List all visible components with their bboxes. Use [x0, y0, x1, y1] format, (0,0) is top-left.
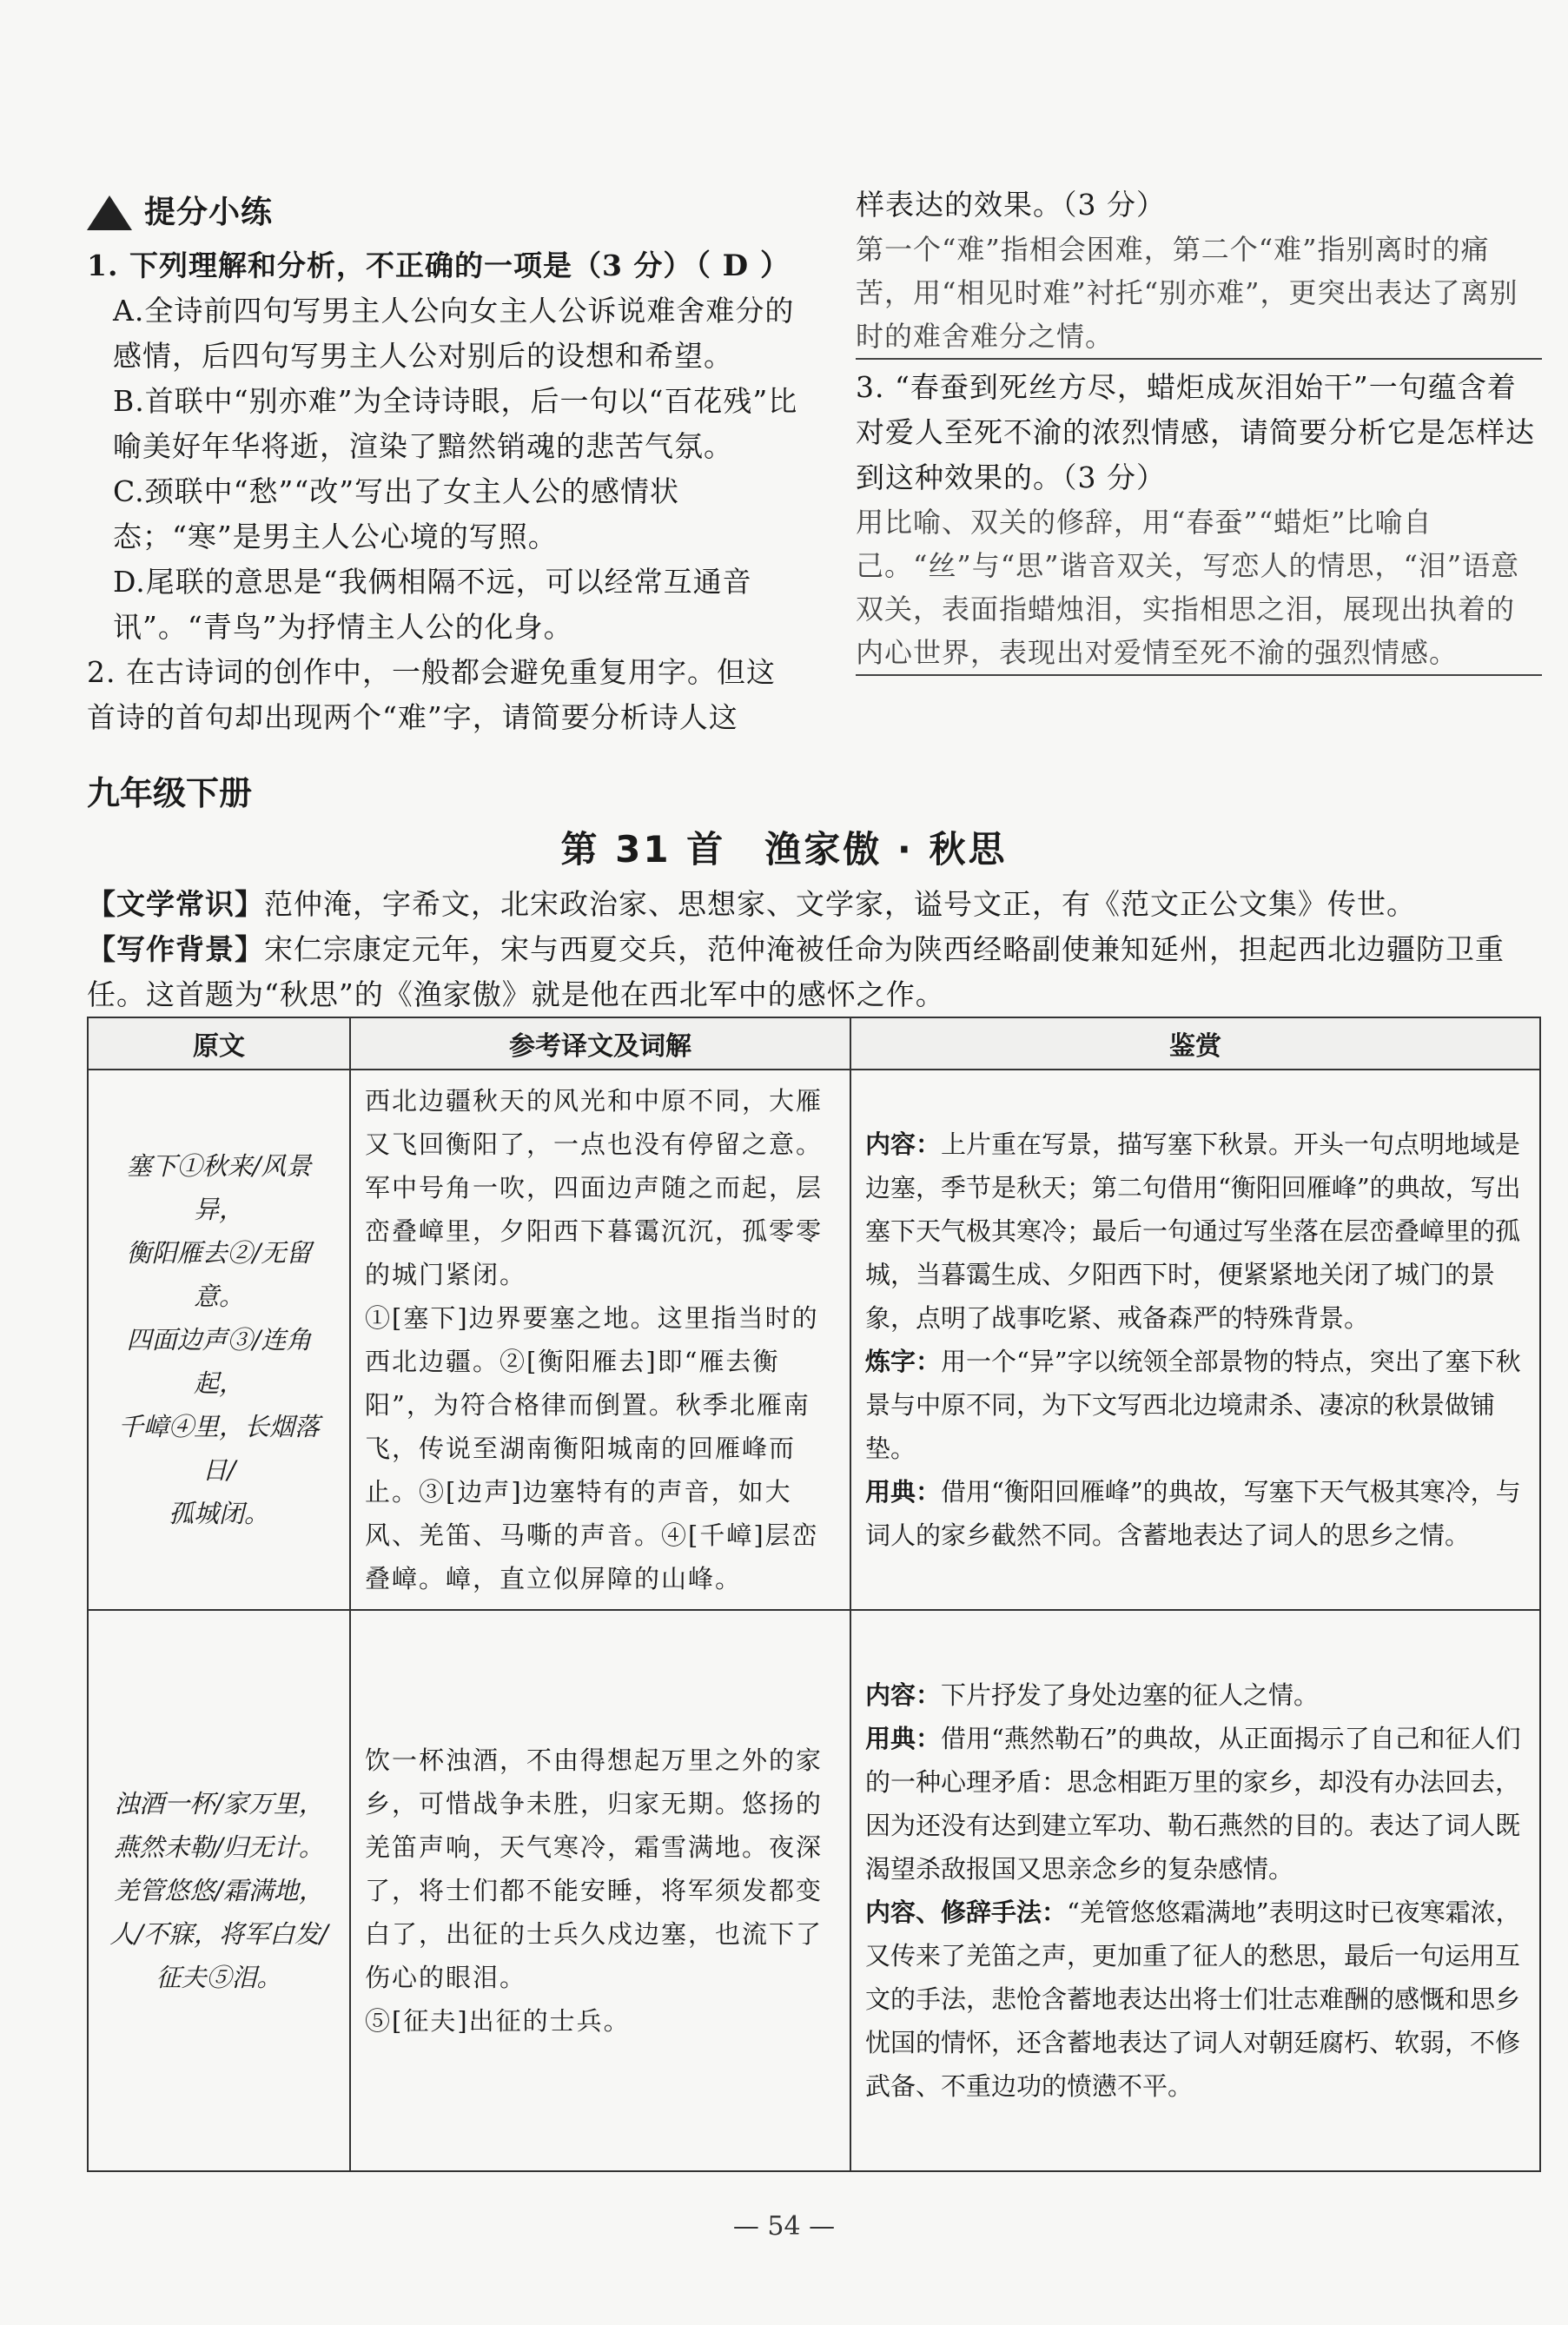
poem-intro	[87, 882, 1546, 1017]
practice-heading-text: 提分小练	[144, 195, 274, 230]
option-d: D.尾联的意思是“我俩相隔不远，可以经常互通音讯”。“青鸟”为抒情主人公的化身。	[113, 565, 752, 644]
poem-table	[87, 1017, 1541, 2172]
row2-notes: ⑤[征夫]出征的士兵。	[365, 2006, 631, 2036]
row1-translation: 西北边疆秋天的风光和中原不同，大雁又飞回衡阳了，一点也没有停留之意。军中号角一吹，四面边声随之而起，层峦叠嶂里，夕阳西下暮霭沉沉，孤零零的城门紧闭。 ①[塞下]边界要塞之地。这里指当时的西北边疆。②[衡阳雁去]即“雁去衡阳”，为符合格律而倒置。秋季北雁南飞，传说至湖南衡阳城南的回雁峰而止。③[边声]边塞特有的声音，如大风、羌笛、马嘶的声音。④[千嶂]层峦叠嶂。嶂，直立似屏障的山峰。	[350, 1070, 850, 1610]
writing-background: 【写作背景】宋仁宗康定元年，宋与西夏交兵，范仲淹被任命为陕西经略副使兼知延州，担起西北边疆防卫重任。这首题为“秋思”的《渔家傲》就是他在西北军中的感怀之作。	[87, 932, 1505, 1011]
question-1-answer: （ D ）	[680, 248, 791, 283]
poem-title: 第 31 首 渔家傲 · 秋思	[560, 828, 1008, 871]
header-original: 原文	[88, 1017, 350, 1070]
header-translation: 参考译文及词解	[350, 1017, 850, 1070]
practice-right-column	[856, 182, 1542, 676]
literary-knowledge: 【文学常识】范仲淹，字希文，北宋政治家、思想家、文学家，谥号文正，有《范文正公文集》传世。	[87, 887, 1416, 921]
row1-notes: ①[塞下]边界要塞之地。这里指当时的西北边疆。②[衡阳雁去]即“雁去衡阳”，为符合格律而倒置。秋季北雁南飞，传说至湖南衡阳城南的回雁峰而止。③[边声]边塞特有的声音，如大风、羌笛、马嘶的声音。④[千嶂]层峦叠嶂。嶂，直立似屏障的山峰。	[365, 1303, 819, 1593]
practice-left-column	[87, 182, 799, 740]
row1-original: 塞下①秋来/风景异， 衡阳雁去②/无留意。 四面边声③/连角起， 千嶂④里，长烟落日/ 孤城闭。	[88, 1070, 350, 1610]
option-c: C.颈联中“愁”“改”写出了女主人公的感情状态；“寒”是男主人公心境的写照。	[113, 474, 680, 553]
question-3-stem: 3. “春蚕到死丝方尽，蜡炬成灰泪始干”一句蕴含着对爱人至死不渝的浓烈情感，请简要分析它是怎样达到这种效果的。（3 分）	[856, 370, 1535, 494]
page-number: — 54 —	[732, 2211, 836, 2242]
option-a: A.全诗前四句写男主人公向女主人公诉说难舍难分的感情，后四句写男主人公对别后的设想和希望。	[113, 294, 795, 373]
row1-appreciation: 内容：上片重在写景，描写塞下秋景。开头一句点明地域是边塞，季节是秋天；第二句借用“衡阳回雁峰”的典故，写出塞下天气极其寒冷；最后一句通过写坐落在层峦叠嶂里的孤城，当暮霭生成、夕阳西下时，便紧紧地关闭了城门的景象，点明了战事吃紧、戒备森严的特殊背景。 炼字：用一个“异”字以统领全部景物的特点，突出了塞下秋景与中原不同，为下文写西北边境肃杀、凄凉的秋景做铺垫。 用典：借用“衡阳回雁峰”的典故，写塞下天气极其寒冷，与词人的家乡截然不同。含蓄地表达了词人的思乡之情。	[850, 1070, 1540, 1610]
grade-title: 九年级下册	[87, 774, 253, 812]
option-b: B.首联中“别亦难”为全诗诗眼，后一句以“百花残”比喻美好年华将逝，渲染了黯然销魂的悲苦气氛。	[113, 384, 798, 463]
question-2-stem-continued: 样表达的效果。（3 分）	[856, 188, 1166, 222]
question-1-stem: 1. 下列理解和分析，不正确的一项是（3 分）	[87, 248, 693, 282]
question-2-answer: 第一个“难”指相会困难，第二个“难”指别离时的痛苦，用“相见时难”衬托“别亦难”，更突出表达了离别时的难舍难分之情。	[856, 228, 1542, 360]
header-appreciation: 鉴赏	[850, 1017, 1540, 1070]
table-row	[88, 1610, 1540, 2171]
practice-heading	[87, 182, 799, 243]
row2-appreciation: 内容：下片抒发了身处边塞的征人之情。 用典：借用“燕然勒石”的典故，从正面揭示了自己和征人们的一种心理矛盾：思念相距万里的家乡，却没有办法回去，因为还没有达到建立军功、勒石燕然的目的。表达了词人既渴望杀敌报国又思亲念乡的复杂感情。 内容、修辞手法：“羌管悠悠霜满地”表明这时已夜寒霜浓，又传来了羌笛之声，更加重了征人的愁思，最后一句运用互文的手法，悲怆含蓄地表达出将士们壮志难酬的感慨和思乡忧国的情怀，还含蓄地表达了词人对朝廷腐朽、软弱，不修武备、不重边功的愤懑不平。	[850, 1610, 1540, 2171]
table-header-row	[88, 1017, 1540, 1070]
row2-translation: 饮一杯浊酒，不由得想起万里之外的家乡，可惜战争未胜，归家无期。悠扬的羌笛声响，天气寒冷，霜雪满地。夜深了，将士们都不能安睡，将军须发都变白了，出征的士兵久戍边塞，也流下了伤心的眼泪。 ⑤[征夫]出征的士兵。	[350, 1610, 850, 2171]
question-3-answer: 用比喻、双关的修辞，用“春蚕”“蜡炬”比喻自己。“丝”与“思”谐音双关，写恋人的情思，“泪”语意双关，表面指蜡烛泪，实指相思之泪，展现出执着的内心世界，表现出对爱情至死不渝的强烈情感。	[856, 500, 1542, 676]
row2-original: 浊酒一杯/家万里， 燕然未勒/归无计。 羌管悠悠/霜满地， 人/不寐，将军白发/ 征夫⑤泪。	[88, 1610, 350, 2171]
question-2-stem: 2. 在古诗词的创作中，一般都会避免重复用字。但这首诗的首句却出现两个“难”字，请简要分析诗人这	[87, 655, 776, 734]
question-1	[87, 243, 799, 288]
pyramid-icon	[87, 195, 132, 230]
table-row	[88, 1070, 1540, 1610]
